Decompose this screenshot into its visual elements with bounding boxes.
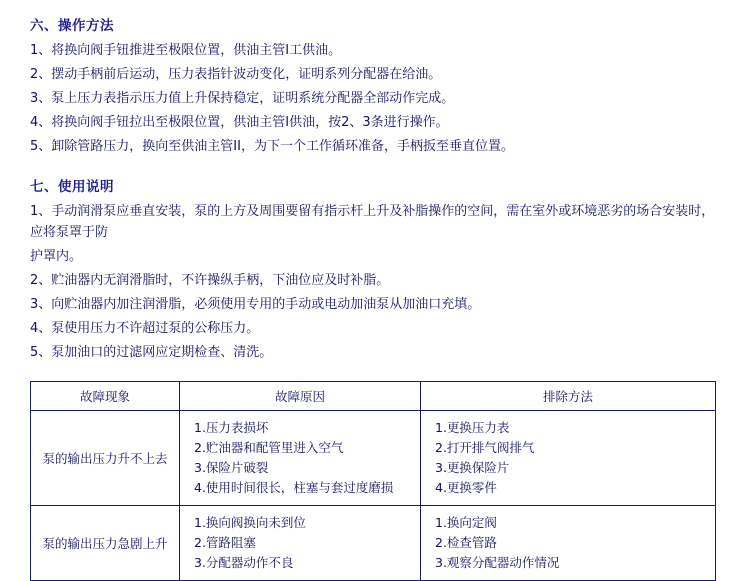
table-row: [31, 506, 716, 581]
section-six-item-4: 4、将换向阀手钮拉出至极限位置，供油主管I供油，按2、3条进行操作。: [30, 115, 449, 130]
row-2-remedy-1: 1.换向定阀: [435, 515, 497, 530]
section-seven-item-3: 3、向贮油器内加注润滑脂，必须使用专用的手动或电动加油泵从加油口充填。: [30, 297, 481, 312]
row-2-causes: [180, 506, 421, 581]
table-header-row: [31, 382, 716, 411]
section-seven-title: 七、使用说明: [30, 179, 114, 195]
row-2-remedies: [421, 506, 716, 581]
row-1-remedy-1: 1.更换压力表: [435, 420, 510, 435]
section-seven-item-2: 2、贮油器内无润滑脂时，不许操纵手柄，下油位应及时补脂。: [30, 273, 390, 288]
section-seven-item-4: 4、泵使用压力不许超过泵的公称压力。: [30, 321, 260, 336]
row-2-phenomenon: 泵的输出压力急剧上升: [31, 506, 180, 581]
row-1-cause-4: 4.使用时间很长，柱塞与套过度磨损: [194, 480, 394, 495]
fault-table: [30, 381, 716, 581]
row-2-remedy-2: 2.检查管路: [435, 535, 497, 550]
section-six-item-3: 3、泵上压力表指示压力值上升保持稳定，证明系统分配器全部动作完成。: [30, 91, 455, 106]
row-2-cause-2: 2.管路阻塞: [194, 535, 256, 550]
section-seven-item-1-cont: 护罩内。: [30, 249, 83, 264]
table-header-cause: 故障原因: [180, 382, 421, 411]
row-1-cause-2: 2.贮油器和配管里进入空气: [194, 440, 344, 455]
row-1-phenomenon: 泵的输出压力升不上去: [31, 411, 180, 506]
table-row: [31, 411, 716, 506]
section-six-title: 六、操作方法: [30, 18, 114, 34]
table-header-phenomenon: 故障现象: [31, 382, 180, 411]
row-1-remedies: [421, 411, 716, 506]
row-1-remedy-4: 4.更换零件: [435, 480, 497, 495]
row-1-remedy-3: 3.更换保险片: [435, 460, 510, 475]
row-2-remedy-3: 3.观察分配器动作情况: [435, 555, 560, 570]
table-header-remedy: 排除方法: [421, 382, 716, 411]
section-six-item-5: 5、卸除管路压力，换向至供油主管II，为下一个工作循环准备，手柄扳至垂直位置。: [30, 139, 514, 154]
row-1-causes: [180, 411, 421, 506]
row-1-remedy-2: 2.打开排气阀排气: [435, 440, 535, 455]
row-2-cause-3: 3.分配器动作不良: [194, 555, 294, 570]
section-six-item-2: 2、摆动手柄前后运动，压力表指针波动变化，证明系列分配器在给油。: [30, 67, 442, 82]
row-1-cause-3: 3.保险片破裂: [194, 460, 269, 475]
row-1-cause-1: 1.压力表损坏: [194, 420, 269, 435]
section-seven-item-5: 5、泵加油口的过滤网应定期检查、清洗。: [30, 345, 273, 360]
section-six-item-1: 1、将换向阀手钮推进至极限位置，供油主管I工供油。: [30, 43, 342, 58]
section-seven-item-1: 1、手动润滑泵应垂直安装，泵的上方及周围要留有指示杆上升及补脂操作的空间，需在室外或环境恶劣的场合安装时，应将泵罩于防: [30, 204, 715, 240]
row-2-cause-1: 1.换向阀换向未到位: [194, 515, 306, 530]
